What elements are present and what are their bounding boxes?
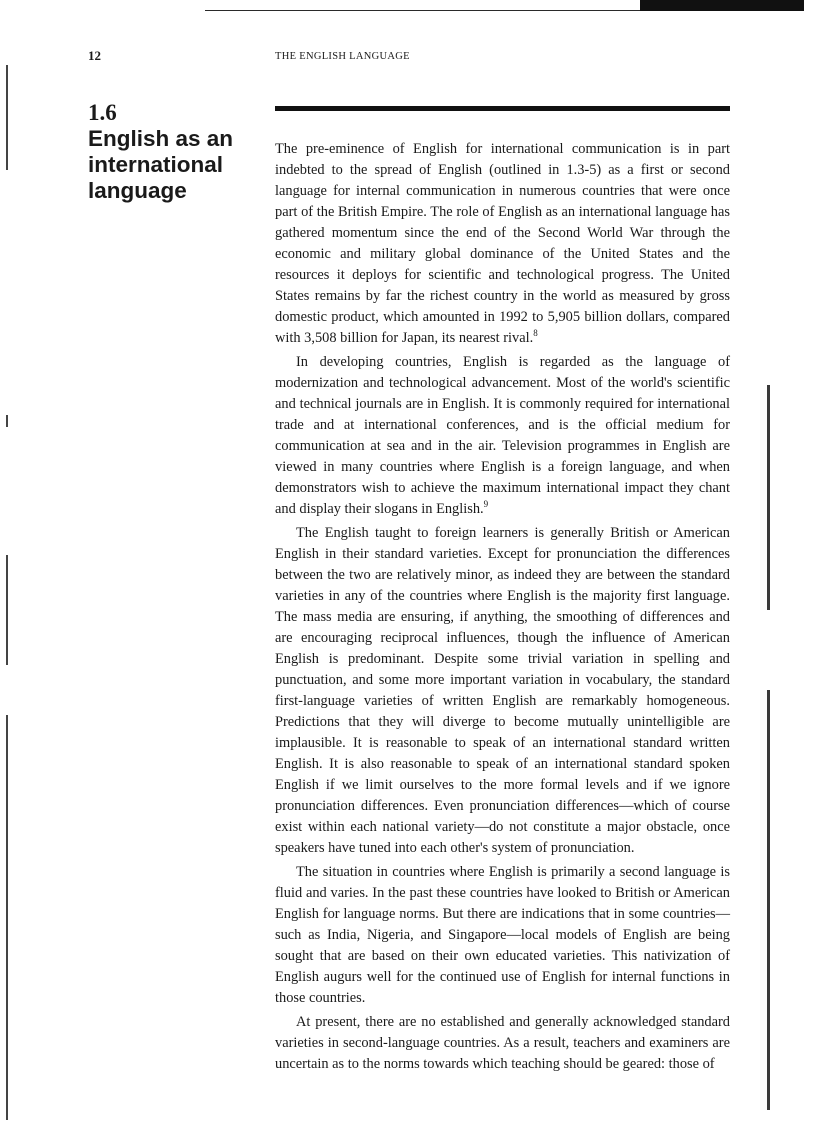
paragraph bbox=[275, 1012, 730, 1075]
section-heading bbox=[88, 100, 268, 204]
paragraph bbox=[275, 352, 730, 520]
scan-edge-left-mark bbox=[6, 65, 8, 170]
footnote-marker[interactable]: 8 bbox=[533, 328, 538, 339]
scan-edge-right-mark bbox=[767, 690, 770, 1110]
scan-edge-left-mark bbox=[6, 555, 8, 665]
section-title-line: language bbox=[88, 178, 187, 203]
section-title-line: English as an bbox=[88, 126, 234, 151]
scan-edge-left-mark bbox=[6, 415, 8, 427]
body-text bbox=[275, 139, 730, 1075]
paragraph bbox=[275, 139, 730, 349]
section-rule bbox=[275, 106, 730, 111]
paragraph bbox=[275, 523, 730, 859]
paragraph-text: The pre-eminence of English for international communication is in part indebted to the spread of English (outlined in 1.3-5) as a first or second language for internal communication in numerous countries that were once part of the British Empire. The role of English as an international language has gathered momentum since the end of the Second World War through the economic and military global dominance of the United States and the resources it deploys for scientific and technological progress. The United States remains by far the richest country in the world as measured by gross domestic product, which amounted in 1992 to 5,905 billion dollars, compared with 3,508 billion for Japan, its nearest rival. bbox=[275, 141, 730, 346]
footnote-marker[interactable]: 9 bbox=[483, 499, 489, 510]
page-number: 12 bbox=[88, 48, 101, 63]
paragraph bbox=[275, 862, 730, 1009]
section-title-line: international bbox=[88, 152, 224, 177]
paragraph-text: The situation in countries where English is primarily a second language is fluid and varies. In the past these countries have looked to British or American English for language norms. But there are indications that in some countries—such as India, Nigeria, and Singapore—local models of English are being sought that are based on their own educated varieties. This nativization of English augurs well for the continued use of English for internal functions in those countries. bbox=[275, 864, 730, 1006]
paragraph-text: At present, there are no established and generally acknowledged standard varieties in second-language countries. As a result, teachers and examiners are uncertain as to the norms towards which teaching should be geared: those of bbox=[275, 1014, 730, 1072]
paragraph-text: In developing countries, English is regarded as the language of modernization and technological advancement. Most of the world's scientific and technical journals are in English. It is commonly required for international trade and at international conferences, and is the official medium for communication at sea and in the air. Television programmes in English are viewed in many countries where English is a foreign language, and when demonstrators wish to achieve the maximum international impact they chant and display their slogans in English. bbox=[275, 354, 730, 517]
running-head: THE ENGLISH LANGUAGE bbox=[275, 51, 410, 62]
scan-edge-right-mark bbox=[767, 385, 770, 610]
scan-edge-top-bar bbox=[640, 0, 804, 11]
paragraph-text: The English taught to foreign learners is generally British or American English in their standard varieties. Except for pronunciation the differences between the two are relatively minor, as indeed they are between the standard varieties in any of the countries where English is the majority first language. The mass media are ensuring, if anything, the smoothing of differences and are encouraging reciprocal influences, though the influence of American English is predominant. Despite some trivial variation in spelling and punctuation, and some more important variation in vocabulary, the standard first-language varieties of written English are remarkably homogeneous. Predictions that they will diverge to become mutually unintelligible are implausible. It is reasonable to speak of an international standard written English. It is also reasonable to speak of an international standard spoken English if we limit ourselves to the more formal levels and if we ignore pronunciation differences. Even pronunciation differences—which of course exist within each national variety—do not constitute a major obstacle, once speakers have tuned into each other's system of pronunciation. bbox=[275, 525, 730, 856]
scan-edge-left-mark bbox=[6, 715, 8, 1120]
section-number: 1.6 bbox=[88, 100, 117, 125]
